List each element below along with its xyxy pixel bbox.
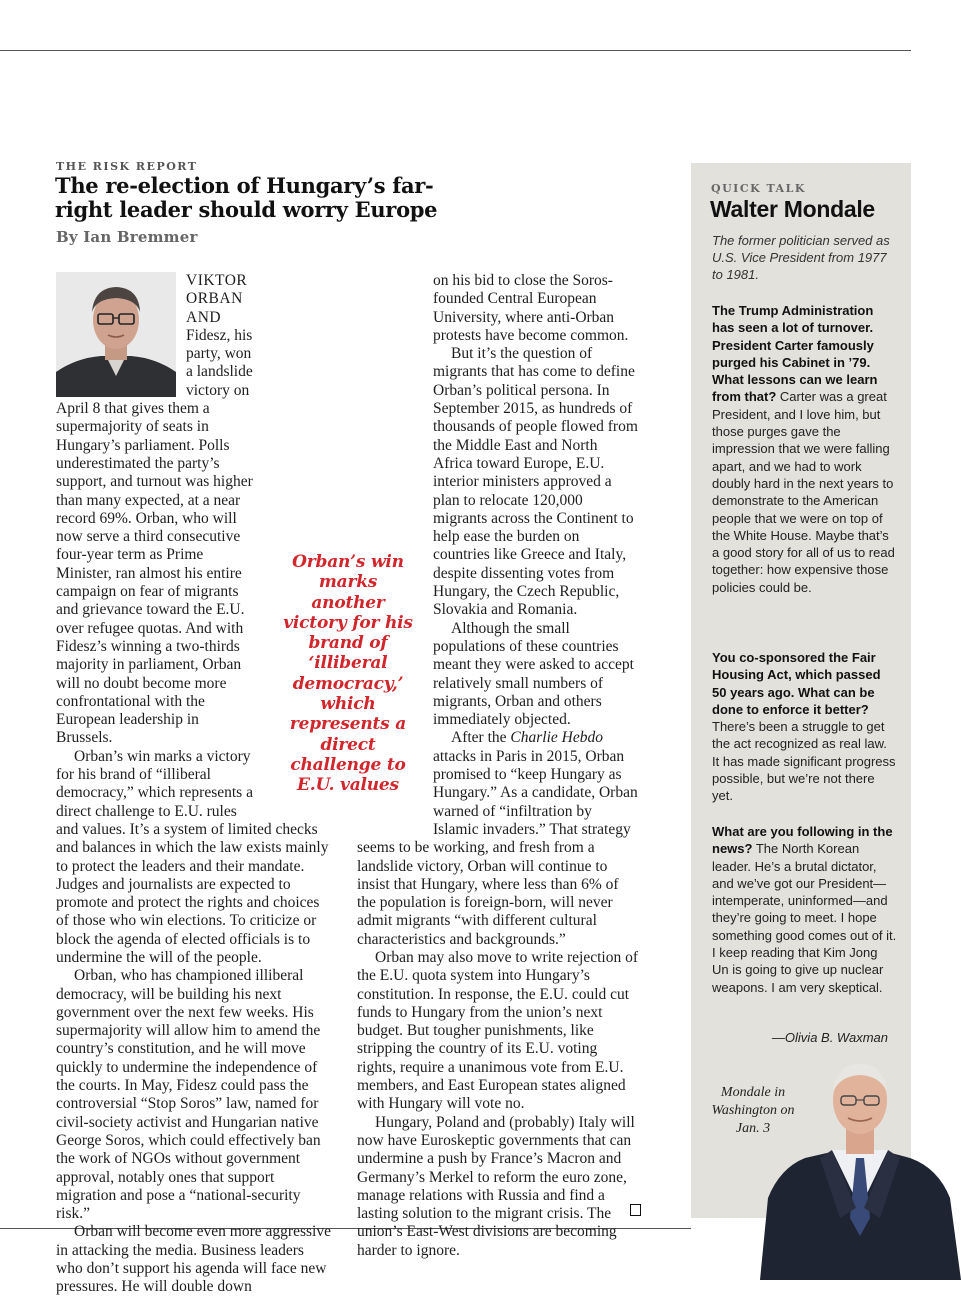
article-paragraph: Orban may also move to write rejection of the E.U. quota system into Hungary’s constitution. In response, the E.U. could cut funds to Hungary from the union’s next budget. But tougher punishments, like stripping the country of its E.U. voting rights, require a unanimous vote from E.U. members, and East European states aligned with Hungary will vote no. (357, 948, 638, 1113)
sidebar-title: Walter Mondale (710, 196, 875, 222)
article-paragraph: Orban will become even more aggressive in attacking the media. Business leaders who don’t support his agenda will face new pressures. He will double down (56, 1223, 331, 1296)
paragraph-text: Fidesz, his party, won a landslide victory on April 8 that gives them a supermajority of seats in Hungary’s parliament. Polls underestimated the party’s support, and turnout was higher than many expected, at a near record 69%. Orban, who will now serve a third consecutive four-year term as Prime Minister, ran almost his entire campaign on fear of migrants and grievance toward the E.U. over refugee quotas. And with Fidesz’s winning a two-thirds majority in parliament, Orban will no doubt become more confrontational with the European leadership in Brussels. (56, 326, 253, 747)
end-mark-icon (630, 1204, 641, 1216)
sidebar-intro: The former politician served as U.S. Vice President from 1977 to 1981. (712, 233, 890, 283)
paragraph-text: After the (451, 729, 511, 747)
article-paragraph: Although the small populations of these countries meant they were asked to accept relatively small numbers of migrants, Orban and others immediately objected. (433, 619, 634, 729)
question: What are you following in the news? (712, 824, 893, 857)
pull-quote: Orban’s win marks another victory for his brand of ‘illiberal democracy,’ which represents a direct challenge to E.U. values (283, 552, 413, 796)
article-paragraph: Hungary, Poland and (probably) Italy will now have Euroskeptic governments that can undermine a push by France’s Macron and Germany’s Merkel to reform the euro zone, manage relations with Russia and find a lasting solution to the migrant crisis. The union’s East-West divisions are becoming harder to ignore. (357, 1113, 635, 1259)
lead-in-caps: VIKTOR ORBAN AND (186, 272, 248, 326)
italic-title: Charlie Hebdo (510, 729, 603, 747)
portrait-float-spacer (56, 272, 186, 398)
article-byline: By Ian Bremmer (56, 228, 198, 246)
article-kicker: THE RISK REPORT (56, 160, 198, 173)
article-paragraph: Orban’s win marks a victory for his brand of “illiberal democracy,” which represents a direct challenge to E.U. rules and values. It’s a system of limited checks and balances in which the law exists mainly to protect the leaders and their mandate. Judges and journalists are expected to promote and protect the rights and choices of those who win elections. To criticize or block the agenda of elected officials is to undermine the will of the people. (56, 747, 329, 966)
sidebar-kicker: QUICK TALK (711, 182, 806, 195)
photo-caption: Mondale in Washington on Jan. 3 (711, 1085, 795, 1136)
question: You co-sponsored the Fair Housing Act, which passed 50 years ago. What can be done to enforce it better? (712, 650, 881, 717)
answer: There’s been a struggle to get the act recognized as real law. It has made significant progress possible, but we’re not there yet. (712, 719, 896, 804)
top-rule (0, 50, 911, 51)
mondale-photo (760, 1058, 961, 1280)
qa-block-3 (712, 823, 897, 996)
article-headline: The re-election of Hungary’s far-right leader should worry Europe (55, 173, 438, 222)
paragraph-text: attacks in Paris in 2015, Orban promised to “keep Hungary as Hungary.” As a candidate, Orban warned of “infiltration by Islamic invaders.” That strategy seems to be working, and fresh from a landslide victory, Orban will continue to insist that Hungary, where less than 6% of the population is foreign-born, will never admit migrants “with different cultural characteristics and backgrounds.” (357, 747, 638, 948)
question: The Trump Administration has seen a lot of turnover. President Carter famously purged his Cabinet in ’79. What lessons can we learn from that? (712, 303, 878, 405)
article-paragraph: Orban, who has championed illiberal democracy, will be building his next government over the next few weeks. His supermajority will allow him to amend the country’s constitution, and he will move quickly to undermine the independence of the courts. In May, Fidesz could pass the controversial “Stop Soros” law, named for civil-society activist and Hungarian native George Soros, which could effectively ban the work of NGOs without government approval, notably ones that support migration and pose a “national-security risk.” (56, 967, 321, 1223)
answer: Carter was a great President, and I love him, but those purges gave the impression that we were falling apart, and we had to work doubly hard in the next years to demonstrate to the American people that we were on top of the White House. Maybe that’s a good story for all of us to read together: how expensive those policies could be. (712, 389, 895, 595)
sidebar-signature: —Olivia B. Waxman (771, 1030, 888, 1045)
article-paragraph: on his bid to close the Soros-founded Central European University, where anti-Orban protests have become common. (433, 272, 629, 344)
answer: The North Korean leader. He’s a brutal dictator, and we’ve got our President—intemperate, uninformed—and they’re going to meet. I hope something good comes out of it. I keep reading that Kim Jong Un is going to give up nuclear weapons. I am very skeptical. (712, 841, 897, 995)
article-paragraph: But it’s the question of migrants that has come to define Orban’s political persona. In September 2015, as hundreds of thousands of people flowed from the Middle East and North Africa toward Europe, E.U. interior ministers approved a plan to relocate 120,000 migrants across the Continent to help ease the burden on countries like Greece and Italy, despite dissenting votes from Hungary, the Czech Republic, Slovakia and Romania. (433, 345, 638, 619)
qa-block-1 (712, 302, 897, 596)
qa-block-2 (712, 649, 897, 805)
